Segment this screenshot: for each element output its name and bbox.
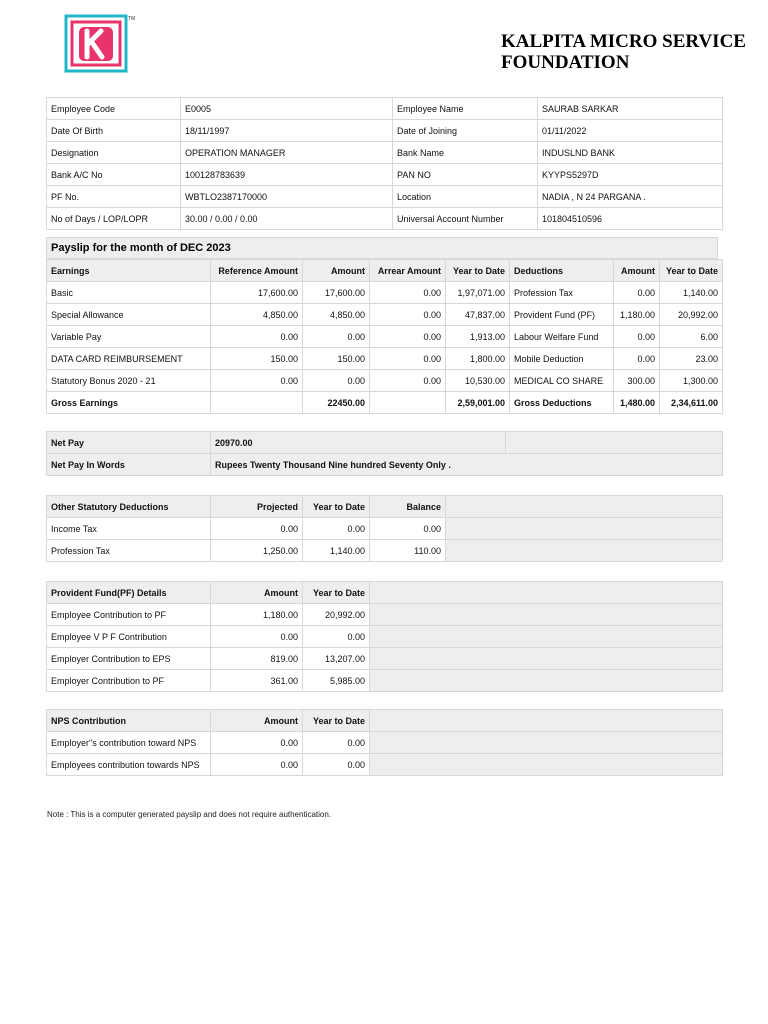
info-value: KYYPS5297D	[538, 164, 723, 186]
nps-header-row	[47, 710, 723, 732]
amount-cell: 0.00	[370, 282, 446, 304]
amount-cell: 1,180.00	[614, 304, 660, 326]
amount-cell: 0.00	[370, 348, 446, 370]
amount-cell: 0.00	[211, 518, 303, 540]
nps-item-name: Employees contribution towards NPS	[47, 754, 211, 776]
gross-cell: 2,59,001.00	[446, 392, 510, 414]
row-blank	[370, 670, 723, 692]
amount-cell: 1,140.00	[660, 282, 723, 304]
amount-cell: 1,250.00	[211, 540, 303, 562]
deduction-name: Labour Welfare Fund	[510, 326, 614, 348]
net-pay-value: 20970.00	[211, 432, 506, 454]
amount-cell: 0.00	[303, 518, 370, 540]
pf-details-table	[46, 581, 723, 713]
info-value: E0005	[181, 98, 393, 120]
column-header: Amount	[614, 260, 660, 282]
gross-row	[47, 392, 723, 414]
pf-row	[47, 626, 723, 648]
company-name-line1: KALPITA MICRO SERVICE	[501, 31, 746, 52]
gross-cell: Gross Deductions	[510, 392, 614, 414]
info-value: NADIA , N 24 PARGANA .	[538, 186, 723, 208]
nps-contribution-table	[46, 709, 723, 776]
row-blank	[370, 626, 723, 648]
column-header: Reference Amount	[211, 260, 303, 282]
column-header: Amount	[303, 260, 370, 282]
amount-cell: 47,837.00	[446, 304, 510, 326]
amount-cell: 10,530.00	[446, 370, 510, 392]
net-pay-label: Net Pay	[47, 432, 211, 454]
earnings-deductions-table	[46, 259, 723, 435]
employee-info-row	[47, 142, 723, 164]
column-header: NPS Contribution	[47, 710, 211, 732]
column-header: Earnings	[47, 260, 211, 282]
column-header: Year to Date	[446, 260, 510, 282]
amount-cell: 0.00	[211, 754, 303, 776]
amount-cell: 20,992.00	[660, 304, 723, 326]
nps-row	[47, 754, 723, 776]
deduction-name: Profession Tax	[47, 540, 211, 562]
row-blank	[370, 604, 723, 626]
amount-cell: 0.00	[211, 626, 303, 648]
footer-note: Note : This is a computer generated payslip and does not require authentication.	[47, 810, 332, 819]
company-logo	[62, 12, 142, 74]
amount-cell: 819.00	[211, 648, 303, 670]
amount-cell: 150.00	[303, 348, 370, 370]
earning-name: Basic	[47, 282, 211, 304]
gross-cell	[370, 392, 446, 414]
column-header: Balance	[370, 496, 446, 518]
pf-row	[47, 604, 723, 626]
amount-cell: 1,800.00	[446, 348, 510, 370]
amount-cell: 1,300.00	[660, 370, 723, 392]
amount-cell: 13,207.00	[303, 648, 370, 670]
pf-header-row	[47, 582, 723, 604]
column-header: Amount	[211, 582, 303, 604]
amount-cell: 0.00	[370, 304, 446, 326]
nps-row	[47, 732, 723, 754]
gross-cell: Gross Earnings	[47, 392, 211, 414]
column-header: Year to Date	[303, 582, 370, 604]
amount-cell: 0.00	[303, 732, 370, 754]
info-label: Bank A/C No	[47, 164, 181, 186]
column-header: Other Statutory Deductions	[47, 496, 211, 518]
amount-cell: 150.00	[211, 348, 303, 370]
employee-info-table	[46, 97, 723, 230]
info-value: OPERATION MANAGER	[181, 142, 393, 164]
column-header: Year to Date	[303, 496, 370, 518]
employee-info-row	[47, 186, 723, 208]
info-label: PAN NO	[393, 164, 538, 186]
pf-item-name: Employer Contribution to EPS	[47, 648, 211, 670]
info-label: Location	[393, 186, 538, 208]
column-header: Amount	[211, 710, 303, 732]
statutory-deductions-table	[46, 495, 723, 562]
info-value: 01/11/2022	[538, 120, 723, 142]
amount-cell: 0.00	[211, 732, 303, 754]
earning-name: DATA CARD REIMBURSEMENT	[47, 348, 211, 370]
amount-cell: 1,180.00	[211, 604, 303, 626]
info-label: Designation	[47, 142, 181, 164]
payslip-month-title: Payslip for the month of DEC 2023	[46, 237, 718, 259]
amount-cell: 6.00	[660, 326, 723, 348]
column-header: Projected	[211, 496, 303, 518]
amount-cell: 0.00	[614, 348, 660, 370]
info-value: 30.00 / 0.00 / 0.00	[181, 208, 393, 230]
gross-cell: 1,480.00	[614, 392, 660, 414]
column-header: Deductions	[510, 260, 614, 282]
amount-cell: 300.00	[614, 370, 660, 392]
statutory-row	[47, 518, 723, 540]
info-value: 18/11/1997	[181, 120, 393, 142]
amount-cell: 0.00	[303, 754, 370, 776]
employee-info-row	[47, 120, 723, 142]
amount-cell: 0.00	[211, 370, 303, 392]
amount-cell: 0.00	[303, 370, 370, 392]
deduction-name: Mobile Deduction	[510, 348, 614, 370]
net-pay-words: Rupees Twenty Thousand Nine hundred Seventy Only .	[211, 454, 723, 476]
info-label: Employee Code	[47, 98, 181, 120]
deduction-name: Provident Fund (PF)	[510, 304, 614, 326]
column-header: Provident Fund(PF) Details	[47, 582, 211, 604]
amount-cell: 17,600.00	[211, 282, 303, 304]
earning-name: Special Allowance	[47, 304, 211, 326]
pf-item-name: Employee V P F Contribution	[47, 626, 211, 648]
earnings-row	[47, 348, 723, 370]
employee-info-row	[47, 98, 723, 120]
info-value: 100128783639	[181, 164, 393, 186]
amount-cell: 110.00	[370, 540, 446, 562]
deduction-name: Income Tax	[47, 518, 211, 540]
earning-name: Statutory Bonus 2020 - 21	[47, 370, 211, 392]
statutory-header-row	[47, 496, 723, 518]
column-header: Arrear Amount	[370, 260, 446, 282]
info-label: No of Days / LOP/LOPR	[47, 208, 181, 230]
gross-cell: 2,34,611.00	[660, 392, 723, 414]
company-name-line2: FOUNDATION	[501, 52, 630, 73]
header-blank	[370, 582, 723, 604]
earnings-header-row	[47, 260, 723, 282]
pf-row	[47, 670, 723, 692]
deduction-name: Profession Tax	[510, 282, 614, 304]
earnings-row	[47, 326, 723, 348]
info-label: Bank Name	[393, 142, 538, 164]
gross-cell: 22450.00	[303, 392, 370, 414]
amount-cell: 361.00	[211, 670, 303, 692]
amount-cell: 0.00	[614, 282, 660, 304]
nps-item-name: Employer"s contribution toward NPS	[47, 732, 211, 754]
column-header: Year to Date	[303, 710, 370, 732]
amount-cell: 0.00	[370, 326, 446, 348]
net-pay-words-label: Net Pay In Words	[47, 454, 211, 476]
employee-info-row	[47, 164, 723, 186]
deduction-name: MEDICAL CO SHARE	[510, 370, 614, 392]
header-blank	[446, 496, 723, 518]
info-value: WBTLO2387170000	[181, 186, 393, 208]
earnings-row	[47, 370, 723, 392]
amount-cell: 1,913.00	[446, 326, 510, 348]
row-blank	[446, 540, 723, 562]
company-name	[501, 31, 768, 73]
column-header: Year to Date	[660, 260, 723, 282]
amount-cell: 0.00	[370, 370, 446, 392]
row-blank	[370, 732, 723, 754]
amount-cell: 20,992.00	[303, 604, 370, 626]
info-label: Universal Account Number	[393, 208, 538, 230]
info-value: INDUSLND BANK	[538, 142, 723, 164]
employee-info-row	[47, 208, 723, 230]
pf-row	[47, 648, 723, 670]
amount-cell: 4,850.00	[211, 304, 303, 326]
info-value: SAURAB SARKAR	[538, 98, 723, 120]
info-label: Employee Name	[393, 98, 538, 120]
info-label: PF No.	[47, 186, 181, 208]
amount-cell: 1,140.00	[303, 540, 370, 562]
earnings-row	[47, 304, 723, 326]
amount-cell: 0.00	[303, 626, 370, 648]
pf-item-name: Employer Contribution to PF	[47, 670, 211, 692]
info-label: Date Of Birth	[47, 120, 181, 142]
info-value: 101804510596	[538, 208, 723, 230]
info-label: Date of Joining	[393, 120, 538, 142]
row-blank	[446, 518, 723, 540]
row-blank	[370, 754, 723, 776]
net-pay-table	[46, 431, 723, 476]
net-pay-blank	[506, 432, 723, 454]
row-blank	[370, 648, 723, 670]
statutory-row	[47, 540, 723, 562]
amount-cell: 4,850.00	[303, 304, 370, 326]
amount-cell: 0.00	[614, 326, 660, 348]
amount-cell: 1,97,071.00	[446, 282, 510, 304]
amount-cell: 17,600.00	[303, 282, 370, 304]
earning-name: Variable Pay	[47, 326, 211, 348]
earnings-row	[47, 282, 723, 304]
amount-cell: 5,985.00	[303, 670, 370, 692]
gross-cell	[211, 392, 303, 414]
pf-item-name: Employee Contribution to PF	[47, 604, 211, 626]
amount-cell: 0.00	[303, 326, 370, 348]
header-blank	[370, 710, 723, 732]
amount-cell: 0.00	[370, 518, 446, 540]
trademark-mark: TM	[128, 16, 136, 22]
amount-cell: 23.00	[660, 348, 723, 370]
amount-cell: 0.00	[211, 326, 303, 348]
